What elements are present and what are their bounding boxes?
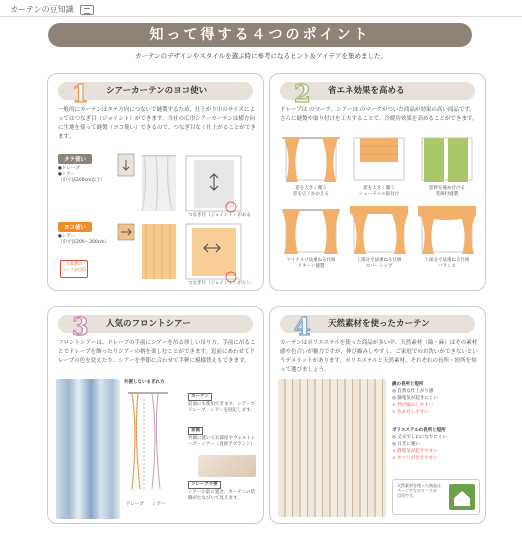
callout-no-drape: [188, 481, 258, 502]
header-rule: [0, 16, 522, 17]
front-sheer-photo: [56, 379, 120, 519]
polyester-item: ◎ 日光に強い: [392, 442, 420, 447]
panel-natural-material: [269, 306, 486, 524]
label-3: 窓枠を縫め付ける 装飾付縫製: [429, 186, 465, 197]
cotton-item: ◎ 静電気が起きにくい: [392, 396, 438, 401]
cotton-pros-cons: [392, 381, 482, 416]
panel-body: カーテンはポリエステルを使った商品が多い中、天然素材（綿・麻）はその素材感や色合いが魅力ですが、伸び縮みしやすく、ご家庭でのお洗いができないというデメリットがあります。ポリエステルと天然素材、それぞれの長所・短所を知って選びましょう。: [280, 340, 478, 373]
book-icon: [80, 5, 94, 15]
house-icon: [449, 484, 475, 510]
callout-no-drape-head: ドレープ不要: [188, 481, 221, 489]
callout-window-head: 窓側: [188, 427, 203, 435]
panel-title-text: シアーカーテンのヨコ使い: [106, 86, 208, 96]
cotton-heading: 綿の長所と短所: [392, 382, 424, 387]
callout-window: [188, 427, 258, 448]
panel-title-text: 天然素材を使ったカーテン: [328, 319, 430, 329]
polyester-item: ◎ 丈夫でしわになりにくい: [392, 435, 447, 440]
label-drape: ドレープ: [126, 502, 144, 507]
label-6: 上部分寸法重ねる仕組 バランス: [424, 258, 470, 269]
panel-number: 4: [294, 312, 311, 341]
label-1: 窓を大きく覆う 窓を広くかかえる: [293, 186, 329, 197]
cotton-item: ◎ 自然な仕上がり感: [392, 389, 434, 394]
sheer-usage-illustration: [116, 152, 256, 287]
note-box: [392, 479, 480, 515]
label-4: マイナス寸法重ねる仕組 リターン縫製: [286, 258, 336, 269]
panel-title: [280, 312, 475, 341]
label-2: 窓を大きく覆う シェード＋の取付け: [358, 186, 400, 197]
panel-title-text: 人気のフロントシアー: [106, 319, 191, 329]
tag-vertical-text: ●ドレープ ●シアー （巾寸法200cm以上）: [58, 166, 105, 183]
panel-sheer-horizontal: [47, 73, 264, 291]
callout-curtain: [188, 393, 258, 414]
panel-energy-saving: [269, 73, 486, 291]
callout-no-drape-text: シアーの前に置き、カーテンの装飾がたなびいて見えます。: [188, 490, 255, 501]
panel-title-text: 省エネ効果を高める: [328, 86, 405, 96]
polyester-item: × 静電気が起きやすい: [392, 449, 438, 454]
panel-body: 一般的にカーテンはタテ方向につないで縫製するため、仕上がり巾のサイズによってはつなぎ目（ジョイント）ができます。当社の広巾シアーカーテンは横方向に生地を使って縫製（ヨコ使い）できるので、つなぎ目なく仕上がることができます。: [58, 107, 256, 140]
caption-no-joint-emphasis: ない: [241, 281, 251, 286]
cotton-item: × 伸び縮みしやすい: [392, 403, 434, 408]
header-section-label: カーテンの豆知識: [10, 5, 74, 14]
panel-front-sheer: [47, 306, 264, 524]
panel-body: フロントシアーは、ドレープの手前にシアーを吊る珍しい吊り方。手前に吊ることでドレープを飾ったりシアーの柄を楽しむことができます。窓前にあわせてドレープの色を変えたり、シアーを季節に合わせて手軽に模様替えもできます。: [58, 340, 256, 364]
natural-curtain-photo: [278, 379, 386, 517]
panel-body: ドレープは のマーク、シアーは のマークがついた商品が効果の高い商品です。さらに縫製や取り付けを工夫することで、冷暖房効果を高めることができます。: [280, 107, 478, 122]
page-title: 知って得する４つのポイント: [48, 23, 472, 47]
room-photo: [198, 455, 256, 477]
note-text: 天然素材を使った商品は ページで左のマークが 目印です。: [397, 483, 441, 498]
panel-title: [58, 312, 253, 341]
callout-window-text: 外側に置いてお部屋やウォルトレープ・シアー（直接アプランシ）: [188, 436, 256, 447]
panel-number: 3: [72, 312, 89, 341]
diagram-title: 外側しないまぎれ方: [124, 380, 165, 385]
tag-horizontal: ヨコ使い: [58, 222, 92, 232]
caption-joint: つなぎ目（ジョイント）がある: [188, 213, 251, 218]
page-subtitle: カーテンのデザインやスタイルを選ぶ時に参考になるヒント＆アイデアを集めました。: [134, 52, 387, 60]
label-sheer: シアー: [152, 502, 166, 507]
caption-no-joint: [188, 280, 251, 286]
polyester-item: × ホコリが付きやすい: [392, 456, 438, 461]
panel-title: [280, 79, 475, 108]
caption-no-joint-prefix: つなぎ目（ジョイント）が: [188, 281, 242, 286]
callout-curtain-text: 前面にも使用できます。シアーでドレープ・シアーを固定します。: [188, 402, 256, 413]
polyester-heading: ポリエステルの長所と短所: [392, 428, 446, 433]
panel-number: 2: [294, 79, 311, 108]
callout-curtain-head: カーテン: [188, 393, 212, 401]
polyester-pros-cons: [392, 427, 482, 462]
tag-horizontal-text: ●シアー （巾寸法200～300cm）: [58, 234, 110, 245]
made-in-japan-stamp: 日本製の マークが目印: [60, 260, 88, 278]
front-sheer-diagram: [124, 389, 174, 499]
label-5: 上部分寸法重ねる仕組 カバートップ: [356, 258, 402, 269]
panel-title: [58, 79, 253, 108]
panel-number: 1: [72, 79, 89, 108]
cotton-item: × 色あせしやすい: [392, 410, 429, 415]
page-header: [10, 4, 94, 15]
tag-vertical: タテ使い: [58, 154, 92, 164]
